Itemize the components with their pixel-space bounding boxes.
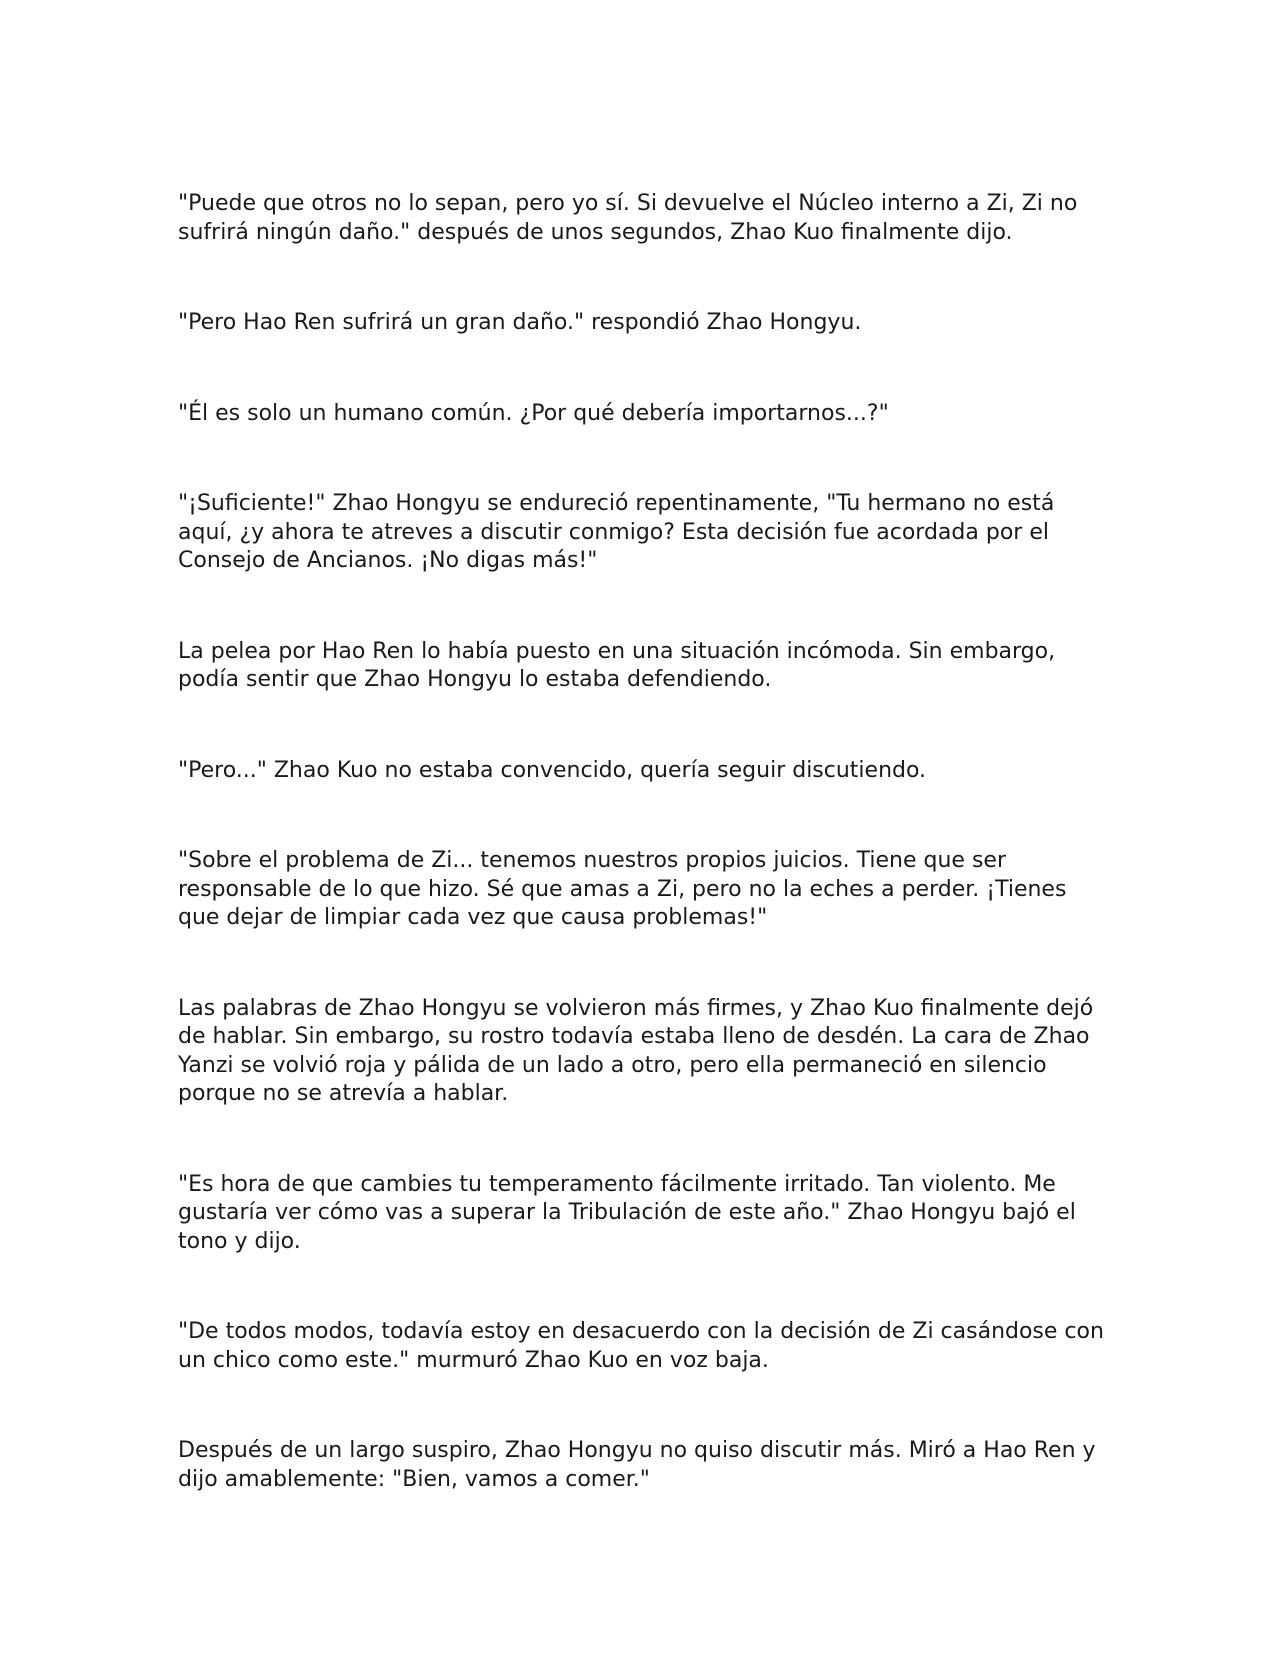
paragraph: "¡Suficiente!" Zhao Hongyu se endureció repentinamente, "Tu hermano no está aquí, ¿y ahora te atreves a discutir conmigo? Esta decisión fue acordada por el Consejo de Ancianos. ¡No digas más!" [178,491,1055,573]
paragraph: "Es hora de que cambies tu temperamento fácilmente irritado. Tan violento. Me gustaría ver cómo vas a superar la Tribulación de este año." Zhao Hongyu bajó el tono y dijo. [178,1171,1076,1254]
paragraph: Las palabras de Zhao Hongyu se volvieron más firmes, y Zhao Kuo finalmente dejó de hablar. Sin embargo, su rostro todavía estaba lleno de desdén. La cara de Zhao Yanzi se volvió roja y pálida de un lado a otro, pero ella permaneció en silencio porque no se atrevía a hablar. [178,995,1094,1106]
paragraph: "Pero Hao Ren sufrirá un gran daño." respondió Zhao Hongyu. [178,310,862,335]
paragraph: "Él es solo un humano común. ¿Por qué debería importarnos...?" [178,400,889,426]
paragraph: "Pero..." Zhao Kuo no estaba convencido, quería seguir discutiendo. [178,757,927,783]
paragraph: "Sobre el problema de Zi... tenemos nuestros propios juicios. Tiene que ser responsable de lo que hizo. Sé que amas a Zi, pero no la eches a perder. ¡Tienes que dejar de limpiar cada vez que causa problemas!" [178,848,1067,930]
document-body [178,190,1108,1494]
paragraph: Después de un largo suspiro, Zhao Hongyu no quiso discutir más. Miró a Hao Ren y dijo amablemente: "Bien, vamos a comer." [178,1438,1096,1492]
paragraph: "De todos modos, todavía estoy en desacuerdo con la decisión de Zi casándose con un chico como este." murmuró Zhao Kuo en voz baja. [178,1319,1104,1373]
paragraph: "Puede que otros no lo sepan, pero yo sí. Si devuelve el Núcleo interno a Zi, Zi no sufrirá ningún daño." después de unos segundos, Zhao Kuo finalmente dijo. [178,191,1078,245]
paragraph: La pelea por Hao Ren lo había puesto en una situación incómoda. Sin embargo, podía sentir que Zhao Hongyu lo estaba defendiendo. [178,638,1056,692]
